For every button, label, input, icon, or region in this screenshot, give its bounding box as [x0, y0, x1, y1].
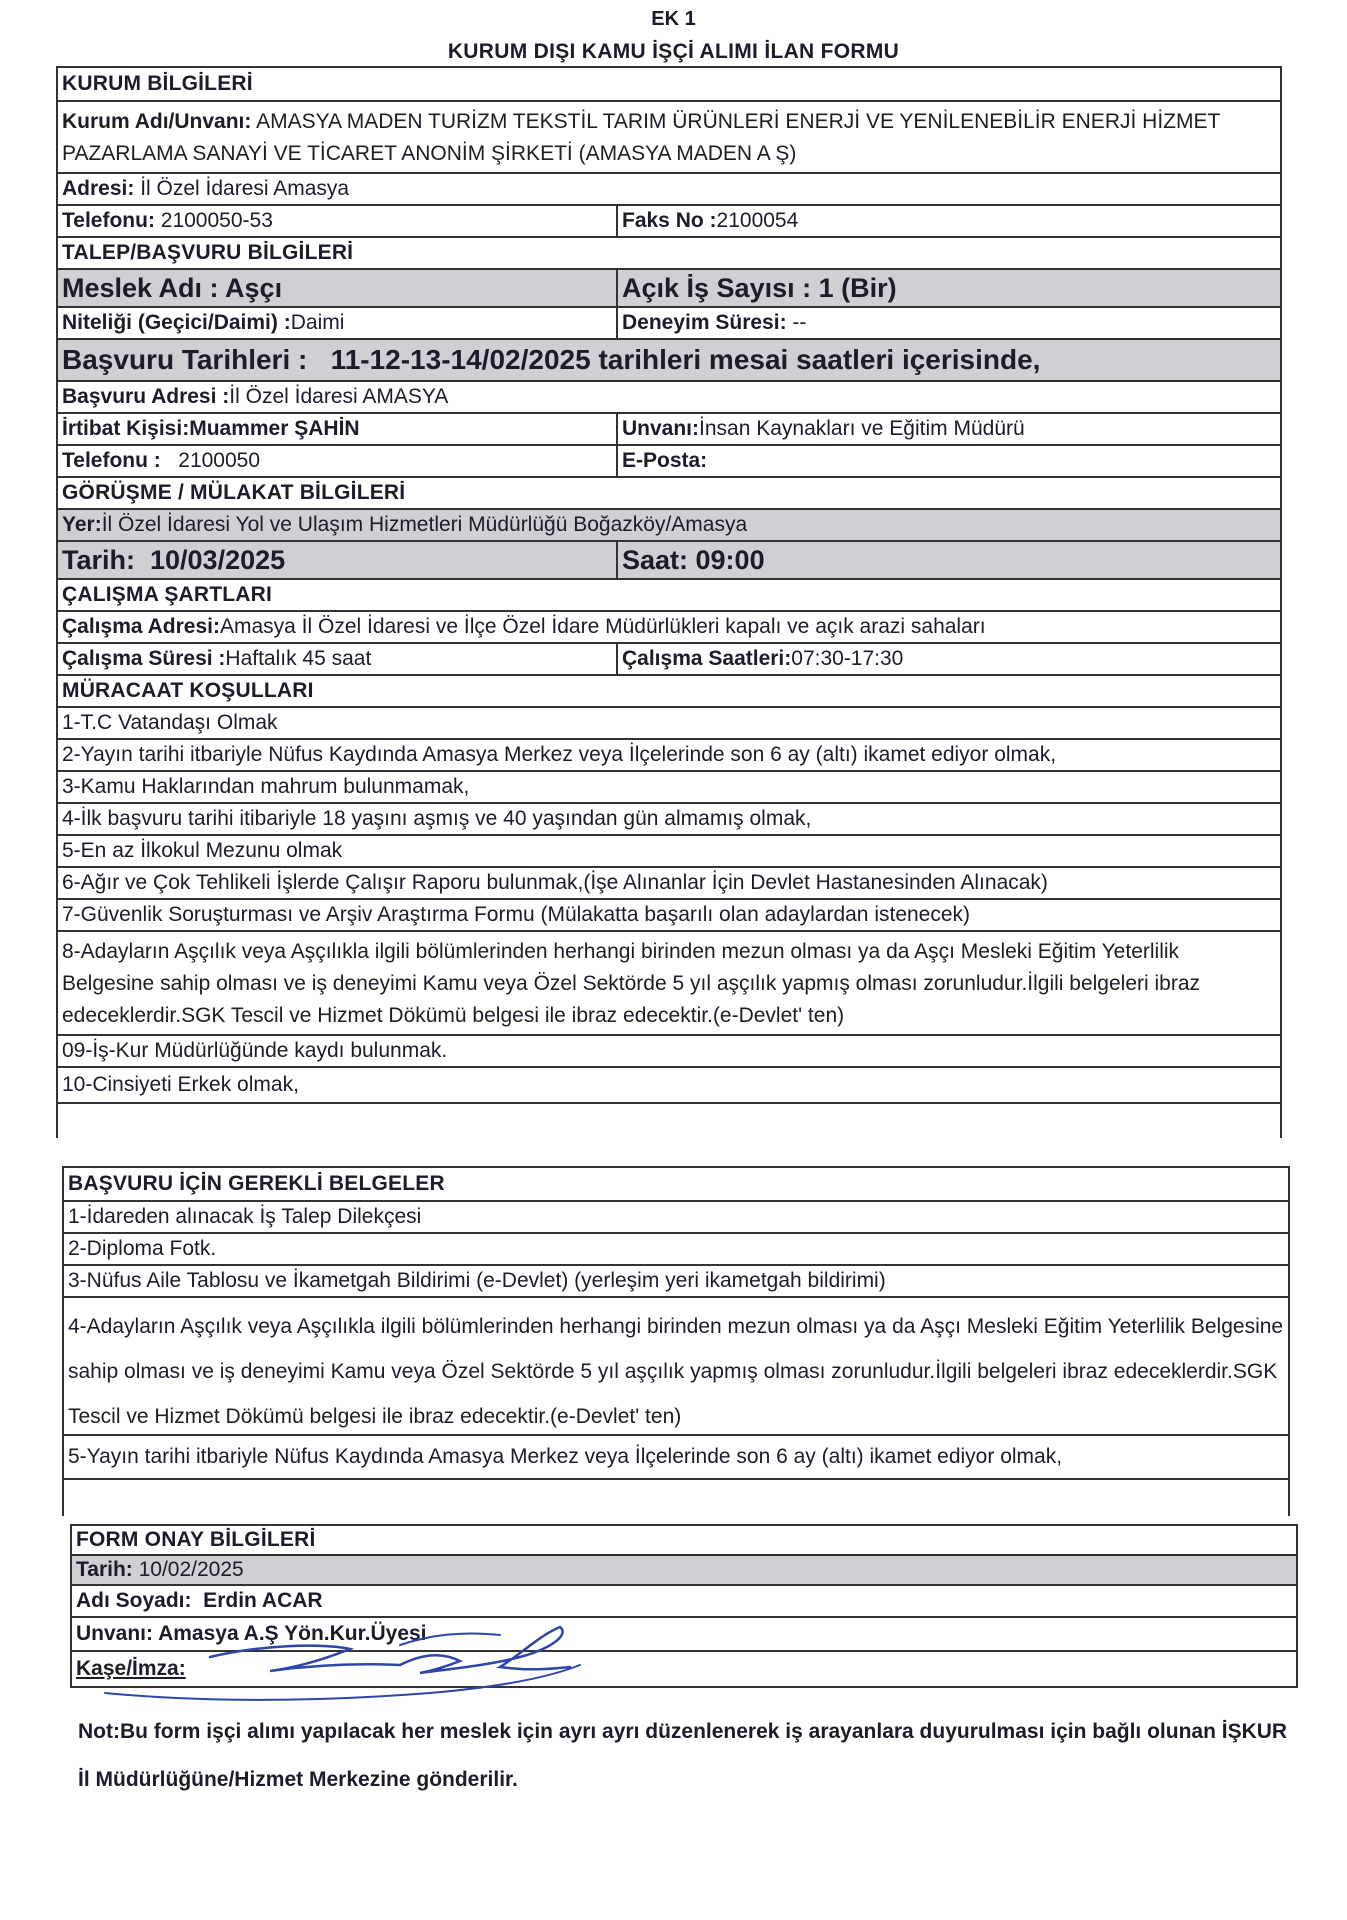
section-talep: TALEP/BAŞVURU BİLGİLERİ	[62, 241, 354, 264]
interview-place-label: Yer:	[62, 513, 102, 536]
contact-title	[616, 414, 1280, 444]
section-required-documents: BAŞVURU İÇİN GEREKLİ BELGELER	[68, 1172, 445, 1195]
condition-item: 8-Adayların Aşçılık veya Aşçılıkla ilgili bölümlerinden herhangi birinden mezun olması ya da Aşçı Mesleki Eğitim Yeterlilik Belgesine sahip olması ve iş deneyimi Kamu veya Özel Sektörde 5 yıl aşçılık yapmış olması zorunludur.İlgili belgeleri ibraz edeceklerdir.SGK Tescil ve Hizmet Dökümü belgesi ile ibraz edecektir.(e-Devlet' ten)	[62, 940, 1201, 1027]
work-duration	[58, 644, 616, 674]
section-working-conditions: ÇALIŞMA ŞARTLARI	[62, 583, 273, 606]
interview-place	[58, 510, 1280, 540]
kurum-name-value: AMASYA MADEN TURİZM TEKSTİL TARIM ÜRÜNLERİ ENERJİ VE YENİLENEBİLİR ENERJİ HİZMET PAZARLAMA SANAYİ VE TİCARET ANONİM ŞİRKETİ (AMASYA MADEN A Ş)	[62, 110, 1220, 165]
section-kurum: KURUM BİLGİLERİ	[62, 72, 253, 95]
annex-label: EK 1	[651, 8, 696, 30]
kurum-phone	[58, 206, 616, 236]
handwritten-signature	[100, 1605, 620, 1705]
approval-date	[72, 1556, 1296, 1584]
approval-title-value: Amasya A.Ş Yön.Kur.Üyesi	[153, 1622, 427, 1645]
work-hours	[616, 644, 1280, 674]
condition-item: 6-Ağır ve Çok Tehlikeli İşlerde Çalışır Raporu bulunmak,(İşe Alınanlar İçin Devlet Hastanesinden Alınacak)	[62, 871, 1048, 894]
document-item: 2-Diploma Fotk.	[68, 1237, 217, 1260]
condition-item: 09-İş-Kur Müdürlüğünde kaydı bulunmak.	[62, 1039, 448, 1062]
contact-phone	[58, 446, 616, 476]
approval-name-value: Erdin ACAR	[191, 1589, 323, 1612]
kurum-address-value: İl Özel İdaresi Amasya	[134, 177, 350, 200]
work-duration-label: Çalışma Süresi :	[62, 647, 226, 670]
document-item: 5-Yayın tarihi itbariyle Nüfus Kaydında Amasya Merkez veya İlçelerinde son 6 ay (altı) ikamet ediyor olmak,	[68, 1445, 1063, 1468]
application-dates: Başvuru Tarihleri : 11-12-13-14/02/2025 tarihleri mesai saatleri içerisinde,	[62, 344, 1041, 375]
document-item: 4-Adayların Aşçılık veya Aşçılıkla ilgili bölümlerinden herhangi birinden mezun olması ya da Aşçı Mesleki Eğitim Yeterlilik Belgesine sahip olması ve iş deneyimi Kamu veya Özel Sektörde 5 yıl aşçılık yapmış olması zorunludur.İlgili belgeleri ibraz edeceklerdir.SGK Tescil ve Hizmet Dökümü belgesi ile ibraz edecektir.(e-Devlet' ten)	[68, 1315, 1284, 1428]
work-hours-value: 07:30-17:30	[791, 647, 904, 670]
condition-item: 10-Cinsiyeti Erkek olmak,	[62, 1073, 299, 1096]
apply-address	[58, 382, 1280, 412]
stamp-signature-label: Kaşe/İmza:	[76, 1657, 186, 1680]
condition-item: 5-En az İlkokul Mezunu olmak	[62, 839, 343, 862]
contact-email-label: E-Posta:	[622, 449, 708, 472]
documents-table	[62, 1166, 1290, 1516]
approval-date-label: Tarih:	[76, 1558, 133, 1581]
job-nature-label: Niteliği (Geçici/Daimi) :	[62, 311, 291, 334]
experience	[616, 308, 1280, 338]
form-title: KURUM DIŞI KAMU İŞÇİ ALIMI İLAN FORMU	[447, 40, 900, 63]
kurum-address	[58, 174, 1280, 204]
contact-phone-label: Telefonu :	[62, 449, 161, 472]
contact-title-label: Unvanı:	[622, 417, 700, 440]
contact-person-label: İrtibat Kişisi:	[62, 417, 190, 440]
experience-value: --	[786, 311, 807, 334]
approval-name-label: Adı Soyadı:	[76, 1589, 192, 1612]
job-nature-value: Daimi	[290, 311, 345, 334]
kurum-phone-value: 2100050-53	[154, 209, 273, 232]
document-item: 3-Nüfus Aile Tablosu ve İkametgah Bildirimi (e-Devlet) (yerleşim yeri ikametgah bildirimi)	[68, 1269, 886, 1292]
contact-person	[58, 414, 616, 444]
interview-date: Tarih: 10/03/2025	[62, 544, 286, 575]
work-address	[58, 612, 1280, 642]
kurum-name-label: Kurum Adı/Unvanı:	[62, 110, 252, 133]
apply-address-value: İl Özel İdaresi AMASYA	[229, 385, 449, 408]
contact-person-value: Muammer ŞAHİN	[189, 417, 360, 440]
main-form-table	[56, 66, 1282, 1138]
job-name: Meslek Adı : Aşçı	[62, 272, 283, 303]
condition-item: 2-Yayın tarihi itbariyle Nüfus Kaydında Amasya Merkez veya İlçelerinde son 6 ay (altı) ikamet ediyor olmak,	[62, 743, 1057, 766]
kurum-address-label: Adresi:	[62, 177, 135, 200]
open-positions: Açık İş Sayısı : 1 (Bir)	[616, 270, 1280, 306]
interview-time: Saat: 09:00	[616, 542, 1280, 578]
condition-item: 1-T.C Vatandaşı Olmak	[62, 711, 278, 734]
section-form-approval: FORM ONAY BİLGİLERİ	[76, 1528, 316, 1551]
work-address-value: Amasya İl Özel İdaresi ve İlçe Özel İdare Müdürlükleri kapalı ve açık arazi sahaları	[219, 615, 986, 638]
kurum-fax-label: Faks No :	[622, 209, 717, 232]
kurum-name	[58, 102, 1280, 172]
section-interview: GÖRÜŞME / MÜLAKAT BİLGİLERİ	[62, 481, 406, 504]
kurum-fax	[616, 206, 1280, 236]
document-item: 1-İdareden alınacak İş Talep Dilekçesi	[68, 1205, 422, 1228]
work-address-label: Çalışma Adresi:	[62, 615, 220, 638]
contact-email	[616, 446, 1280, 476]
contact-phone-value: 2100050	[160, 449, 261, 472]
kurum-phone-label: Telefonu:	[62, 209, 155, 232]
apply-address-label: Başvuru Adresi :	[62, 385, 230, 408]
experience-label: Deneyim Süresi:	[622, 311, 787, 334]
approval-date-value: 10/02/2025	[132, 1558, 244, 1581]
kurum-fax-value: 2100054	[716, 209, 799, 232]
interview-place-value: İl Özel İdaresi Yol ve Ulaşım Hizmetleri Müdürlüğü Boğazköy/Amasya	[101, 513, 748, 536]
contact-title-value: İnsan Kaynakları ve Eğitim Müdürü	[699, 417, 1025, 440]
section-application-conditions: MÜRACAAT KOŞULLARI	[62, 679, 314, 702]
condition-item: 4-İlk başvuru tarihi itibariyle 18 yaşını aşmış ve 40 yaşından gün almamış olmak,	[62, 807, 812, 830]
condition-item: 3-Kamu Haklarından mahrum bulunmamak,	[62, 775, 470, 798]
approval-title-label: Unvanı:	[76, 1622, 154, 1645]
footer-note: Not:Bu form işçi alımı yapılacak her meslek için ayrı ayrı düzenlenerek iş arayanlara duyurulması için bağlı olunan İŞKUR İl Müdürlüğüne/Hizmet Merkezine gönderilir.	[78, 1720, 1288, 1791]
condition-item: 7-Güvenlik Soruşturması ve Arşiv Araştırma Formu (Mülakatta başarılı olan adaylardan istenecek)	[62, 903, 971, 926]
work-duration-value: Haftalık 45 saat	[225, 647, 372, 670]
work-hours-label: Çalışma Saatleri:	[622, 647, 792, 670]
job-nature	[58, 308, 616, 338]
